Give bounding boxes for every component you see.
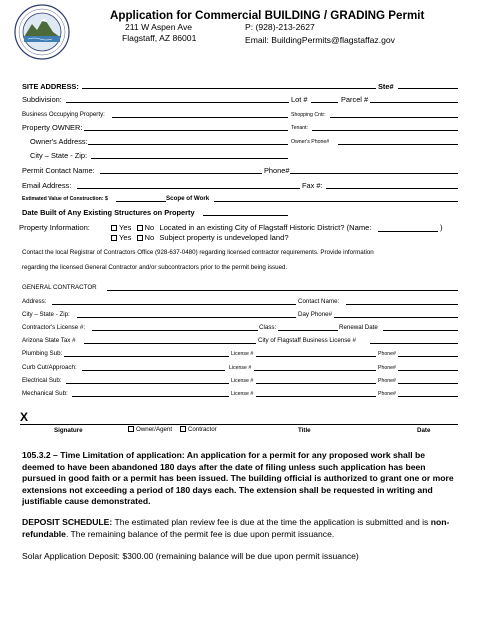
historic-question: Located in an existing City of Flagstaff Historic District? (Name:	[159, 223, 372, 232]
owners-address-field[interactable]	[88, 144, 288, 145]
contractor-license-label: Contractor's License #:	[22, 324, 86, 331]
scope-of-work-field[interactable]	[214, 201, 458, 202]
electrical-phone-label: Phone#	[378, 378, 396, 384]
deposit-schedule-label: DEPOSIT SCHEDULE:	[22, 517, 113, 527]
historic-district-row	[111, 223, 372, 232]
property-owner-field[interactable]	[84, 130, 288, 131]
city-seal-icon	[14, 4, 70, 60]
electrical-license-label: License #	[231, 378, 254, 384]
owners-address-label: Owner's Address:	[30, 137, 88, 146]
historic-no-checkbox[interactable]	[137, 225, 143, 231]
undeveloped-no-checkbox[interactable]	[137, 235, 143, 241]
deposit-schedule-paragraph	[22, 517, 458, 540]
signer-role-options	[128, 426, 217, 433]
renewal-date-label: Renewal Date	[339, 324, 378, 331]
historic-yes-checkbox[interactable]	[111, 225, 117, 231]
ste-label: Ste#	[378, 82, 394, 91]
general-contractor-label: GENERAL CONTRACTOR	[22, 284, 97, 291]
contractor-city-field[interactable]	[77, 317, 296, 318]
site-address-label: SITE ADDRESS:	[22, 82, 79, 91]
deposit-text2: . The remaining balance of the permit fee is due upon permit issuance.	[65, 528, 335, 539]
date-built-label: Date Built of Any Existing Structures on Property	[22, 208, 195, 217]
day-phone-label: Day Phone#	[298, 311, 333, 318]
curb-cut-phone-field[interactable]	[398, 370, 458, 371]
estimated-value-label: Estimated Value of Construction: $	[22, 196, 108, 202]
contact-note-line1: Contact the local Registrar of Contractors Office (928-637-0480) regarding licensed contractor requirements. Provide information	[22, 249, 374, 256]
class-field[interactable]	[278, 330, 338, 331]
curb-cut-license-field[interactable]	[254, 370, 376, 371]
mechanical-phone-label: Phone#	[378, 391, 396, 397]
mechanical-sub-field[interactable]	[72, 396, 229, 397]
contact-name-label: Contact Name:	[298, 298, 340, 305]
plumbing-phone-field[interactable]	[398, 356, 458, 357]
scope-of-work-label: Scope of Work	[166, 195, 210, 202]
contractor-license-field[interactable]	[92, 330, 258, 331]
plumbing-sub-field[interactable]	[64, 356, 229, 357]
signature-date-label: Date	[417, 427, 431, 434]
historic-yes-label: Yes	[119, 223, 132, 232]
undeveloped-yes-label: Yes	[119, 233, 132, 242]
signature-field[interactable]	[20, 424, 458, 425]
email-field[interactable]	[77, 188, 300, 189]
curb-cut-phone-label: Phone#	[378, 365, 396, 371]
email-label: Email Address:	[22, 181, 72, 190]
lot-label: Lot #	[291, 95, 308, 104]
parcel-label: Parcel #	[341, 95, 369, 104]
subdivision-label: Subdivision:	[22, 95, 62, 104]
lot-field[interactable]	[311, 102, 338, 103]
contractor-address-field[interactable]	[52, 304, 296, 305]
historic-no-label: No	[144, 223, 155, 232]
site-address-field[interactable]	[82, 88, 376, 89]
ste-field[interactable]	[398, 88, 458, 89]
tenant-field[interactable]	[312, 130, 458, 131]
deposit-text1: The estimated plan review fee is due at the time the application is submitted and is	[112, 517, 431, 527]
historic-name-field[interactable]	[378, 231, 438, 232]
fax-field[interactable]	[326, 188, 458, 189]
historic-close-paren: )	[440, 223, 443, 232]
office-phone: P: (928)-213-2627	[245, 22, 315, 32]
class-label: Class:	[259, 324, 277, 331]
contractor-role-label: Contractor	[187, 426, 217, 433]
contractor-checkbox[interactable]	[180, 426, 186, 432]
curb-cut-license-label: License #	[229, 365, 252, 371]
mechanical-license-label: License #	[231, 391, 254, 397]
permit-contact-label: Permit Contact Name:	[22, 166, 95, 175]
office-address-line1: 211 W Aspen Ave	[125, 22, 193, 32]
page-title: Application for Commercial BUILDING / GRADING Permit	[110, 9, 425, 22]
mechanical-phone-field[interactable]	[398, 396, 458, 397]
electrical-phone-field[interactable]	[398, 383, 458, 384]
office-email: Email: BuildingPermits@flagstaffaz.gov	[245, 35, 395, 45]
owners-phone-field[interactable]	[338, 144, 458, 145]
owner-city-state-zip-label: City – State - Zip:	[30, 151, 88, 160]
contact-phone-field[interactable]	[290, 173, 458, 174]
electrical-sub-label: Electrical Sub:	[22, 377, 62, 384]
contact-name-field[interactable]	[346, 304, 458, 305]
property-info-label: Property Information:	[19, 223, 90, 232]
owners-phone-label: Owner's Phone#	[291, 139, 330, 145]
shopping-center-label: Shopping Cntr:	[291, 112, 326, 118]
state-tax-field[interactable]	[84, 343, 256, 344]
city-seal	[14, 4, 70, 60]
contractor-address-label: Address:	[22, 298, 47, 305]
office-address-line2: Flagstaff, AZ 86001	[122, 33, 197, 43]
solar-deposit-text: Solar Application Deposit: $300.00 (remaining balance will be due upon permit issuance)	[22, 551, 359, 561]
shopping-center-field[interactable]	[330, 117, 458, 118]
parcel-field[interactable]	[370, 102, 458, 103]
business-occupying-field[interactable]	[112, 117, 288, 118]
electrical-sub-field[interactable]	[66, 383, 229, 384]
curb-cut-field[interactable]	[82, 370, 225, 371]
curb-cut-label: Curb Cut/Approach:	[22, 364, 77, 371]
undeveloped-yes-checkbox[interactable]	[111, 235, 117, 241]
state-tax-label: Arizona State Tax #	[22, 337, 76, 344]
plumbing-license-label: License #	[231, 351, 254, 357]
time-limitation-paragraph: 105.3.2 – Time Limitation of application: An application for a permit for any proposed work shall be deemed to have been abandoned 180 days after the date of filing unless such application has been pursued in good faith or a permit has been issued. The building official is authorized to grant one or more extensions not exceeding a period of 180 days each. The extension shall be requested in writing and justifiable cause demonstrated.	[22, 450, 454, 507]
business-occupying-label: Business Occupying Property:	[22, 111, 105, 118]
estimated-value-field[interactable]	[116, 201, 166, 202]
general-contractor-field[interactable]	[107, 290, 458, 291]
owner-city-state-zip-field[interactable]	[91, 158, 288, 159]
owner-agent-checkbox[interactable]	[128, 426, 134, 432]
undeveloped-question: Subject property is undeveloped land?	[159, 233, 289, 242]
fax-label: Fax #:	[302, 181, 323, 190]
renewal-date-field[interactable]	[383, 330, 458, 331]
signature-label: Signature	[54, 427, 83, 434]
mechanical-sub-label: Mechanical Sub:	[22, 390, 68, 397]
permit-contact-field[interactable]	[100, 173, 262, 174]
electrical-license-field[interactable]	[256, 383, 376, 384]
day-phone-field[interactable]	[334, 317, 458, 318]
undeveloped-no-label: No	[144, 233, 155, 242]
undeveloped-row	[111, 233, 289, 242]
plumbing-phone-label: Phone#	[378, 351, 396, 357]
plumbing-license-field[interactable]	[256, 356, 376, 357]
subdivision-field[interactable]	[66, 102, 289, 103]
property-owner-label: Property OWNER:	[22, 123, 83, 132]
signature-title-label: Title	[298, 427, 311, 434]
contact-note-line2: regarding the licensed General Contractor and/or subcontractors prior to the permit being issued.	[22, 264, 288, 271]
mechanical-license-field[interactable]	[256, 396, 376, 397]
city-business-license-label: City of Flagstaff Business License #	[258, 337, 356, 344]
plumbing-sub-label: Plumbing Sub:	[22, 350, 63, 357]
non-refundable-text: non-refundable	[22, 517, 450, 539]
city-business-license-field[interactable]	[370, 343, 458, 344]
contractor-city-label: City – State - Zip:	[22, 311, 70, 318]
contact-phone-label: Phone#	[264, 166, 290, 175]
signature-x-mark: X	[20, 410, 29, 424]
owner-agent-label: Owner/Agent	[136, 426, 173, 433]
tenant-label: Tenant:	[291, 125, 309, 131]
date-built-field[interactable]	[203, 215, 288, 216]
